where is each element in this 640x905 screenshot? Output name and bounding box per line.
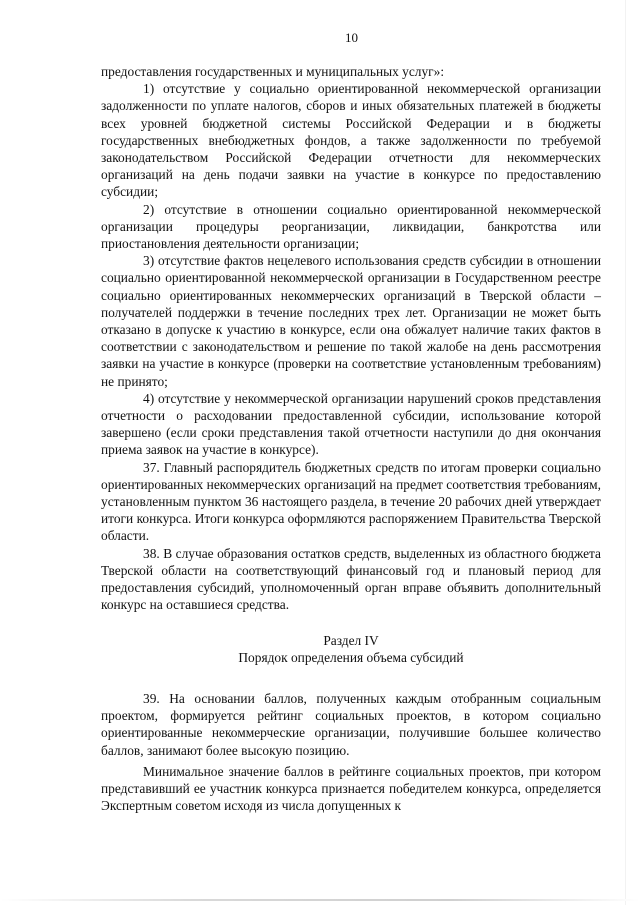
paragraph-item-3: 3) отсутствие фактов нецелевого использования средств субсидии в отношении социально ориентированной некоммерческой организации в Государственном реестре социально ориентированных некоммерческих организаций в Тверской области – получателей поддержки в течение последних трех лет. Организации не может быть отказано в допуске к участию в конкурсе, если она обжалует наличие таких фактов в соответствии с законодательством и решение по такой жалобе на день рассмотрения заявки на участие в конкурсе (проверки на соответствие установленным требованиям) не принято; — [101, 253, 601, 389]
document-body — [101, 63, 601, 814]
paragraph-clause-39: 39. На основании баллов, полученных каждым отобранным социальным проектом, формируется рейтинг социальных проектов, в котором социально ориентированные некоммерческие организации, получившие большее количество баллов, занимают более высокую позицию. — [101, 690, 601, 758]
paragraph-item-1: 1) отсутствие у социально ориентированной некоммерческой организации задолженности по уплате налогов, сборов и иных обязательных платежей в бюджеты всех уровней бюджетной системы Российской Федерации и в бюджеты государственных внебюджетных фондов, а также задолженности по требуемой законодательством Российской Федерации отчетности для некоммерческих организаций на день подачи заявки на участие в конкурсе по предоставлению субсидии; — [101, 81, 601, 200]
paragraph-continuation: предоставления государственных и муниципальных услуг»: — [101, 64, 445, 79]
page-number: 10 — [345, 30, 358, 45]
paragraph-clause-37: 37. Главный распорядитель бюджетных средств по итогам проверки социально ориентированных некоммерческих организаций на предмет соответствия требованиям, установленным пунктом 36 настоящего раздела, в течение 20 рабочих дней утверждает итоги конкурса. Итоги конкурса оформляются распоряжением Правительства Тверской области. — [101, 459, 601, 544]
paragraph-clause-38: 38. В случае образования остатков средств, выделенных из областного бюджета Тверской области на соответствующий финансовый год и плановый период для предоставления субсидий, уполномоченный орган вправе объявить дополнительный конкурс на оставшиеся средства. — [101, 545, 601, 613]
section-title: Порядок определения объема субсидий — [238, 649, 464, 665]
paragraph-item-2: 2) отсутствие в отношении социально ориентированной некоммерческой организации процедуры реорганизации, ликвидации, банкротства или приостановления деятельности организации; — [101, 201, 601, 252]
section-number: Раздел IV — [323, 632, 379, 648]
scan-bottom-edge — [0, 899, 640, 901]
scan-edge-line — [625, 0, 626, 905]
paragraph-item-4: 4) отсутствие у некоммерческой организации нарушений сроков представления отчетности о расходовании предоставленной субсидии, использование которой завершено (если сроки представления такой отчетности наступили до дня окончания приема заявок на участие в конкурсе). — [101, 390, 601, 458]
paragraph-minimum-score: Минимальное значение баллов в рейтинге социальных проектов, при котором представивший ее участник конкурса признается победителем конкурса, определяется Экспертным советом исходя из числа допущенных к — [101, 763, 601, 814]
